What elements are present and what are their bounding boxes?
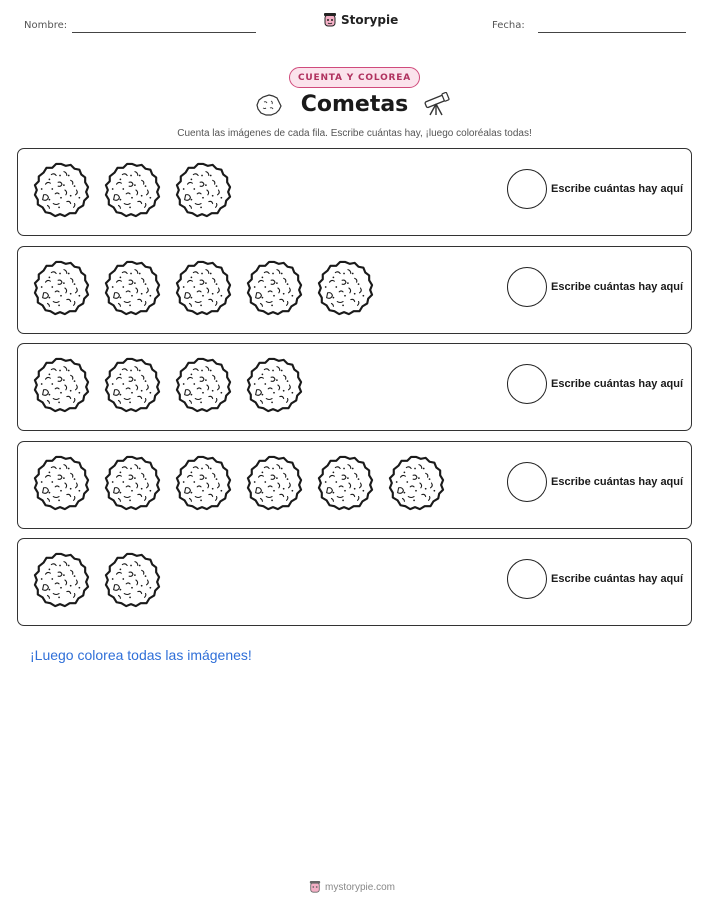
counting-row <box>17 343 692 431</box>
answer-circle[interactable] <box>507 364 547 404</box>
comet-icon[interactable] <box>103 161 161 219</box>
comet-icon[interactable] <box>32 551 90 609</box>
date-line[interactable] <box>538 32 686 33</box>
counting-row <box>17 148 692 236</box>
comet-icon[interactable] <box>103 356 161 414</box>
date-label: Fecha: <box>492 20 525 31</box>
comet-icon[interactable] <box>316 259 374 317</box>
comet-icon[interactable] <box>174 356 232 414</box>
instructions: Cuenta las imágenes de cada fila. Escribe cuántas hay, ¡luego coloréalas todas! <box>177 128 532 139</box>
footer-note: ¡Luego colorea todas las imágenes! <box>30 647 252 663</box>
counting-row <box>17 441 692 529</box>
comet-icon[interactable] <box>174 259 232 317</box>
comet-icon[interactable] <box>174 454 232 512</box>
answer-circle[interactable] <box>507 559 547 599</box>
answer-label: Escribe cuántas hay aquí <box>551 183 684 195</box>
answer-circle[interactable] <box>507 169 547 209</box>
comet-icon[interactable] <box>32 161 90 219</box>
comet-icon[interactable] <box>245 356 303 414</box>
answer-label: Escribe cuántas hay aquí <box>551 573 684 585</box>
brand-name: Storypie <box>341 13 399 27</box>
site-footer <box>309 880 395 894</box>
site-url: mystorypie.com <box>325 881 396 893</box>
comet-icon[interactable] <box>174 161 232 219</box>
counting-row <box>17 246 692 334</box>
name-line[interactable] <box>72 32 256 33</box>
answer-circle[interactable] <box>507 267 547 307</box>
answer-label: Escribe cuántas hay aquí <box>551 280 684 293</box>
brand-logo <box>323 12 398 28</box>
comet-icon[interactable] <box>103 259 161 317</box>
comet-icon[interactable] <box>387 454 445 512</box>
answer-label: Escribe cuántas hay aquí <box>551 378 684 390</box>
comet-icon[interactable] <box>245 259 303 317</box>
storypie-mascot-icon <box>309 880 321 894</box>
comet-icon[interactable] <box>103 551 161 609</box>
comet-icon[interactable] <box>32 356 90 414</box>
comet-icon[interactable] <box>103 454 161 512</box>
storypie-mascot-icon <box>323 12 337 28</box>
comet-icon[interactable] <box>32 259 90 317</box>
activity-badge: CUENTA Y COLOREA <box>289 67 420 88</box>
comet-icon[interactable] <box>32 454 90 512</box>
answer-label: Escribe cuántas hay aquí <box>551 475 684 488</box>
answer-circle[interactable] <box>507 462 547 502</box>
telescope-icon <box>421 92 451 116</box>
page-title: Cometas <box>300 92 409 117</box>
comet-icon[interactable] <box>316 454 374 512</box>
comet-icon[interactable] <box>245 454 303 512</box>
counting-row <box>17 538 692 626</box>
name-label: Nombre: <box>24 20 68 31</box>
